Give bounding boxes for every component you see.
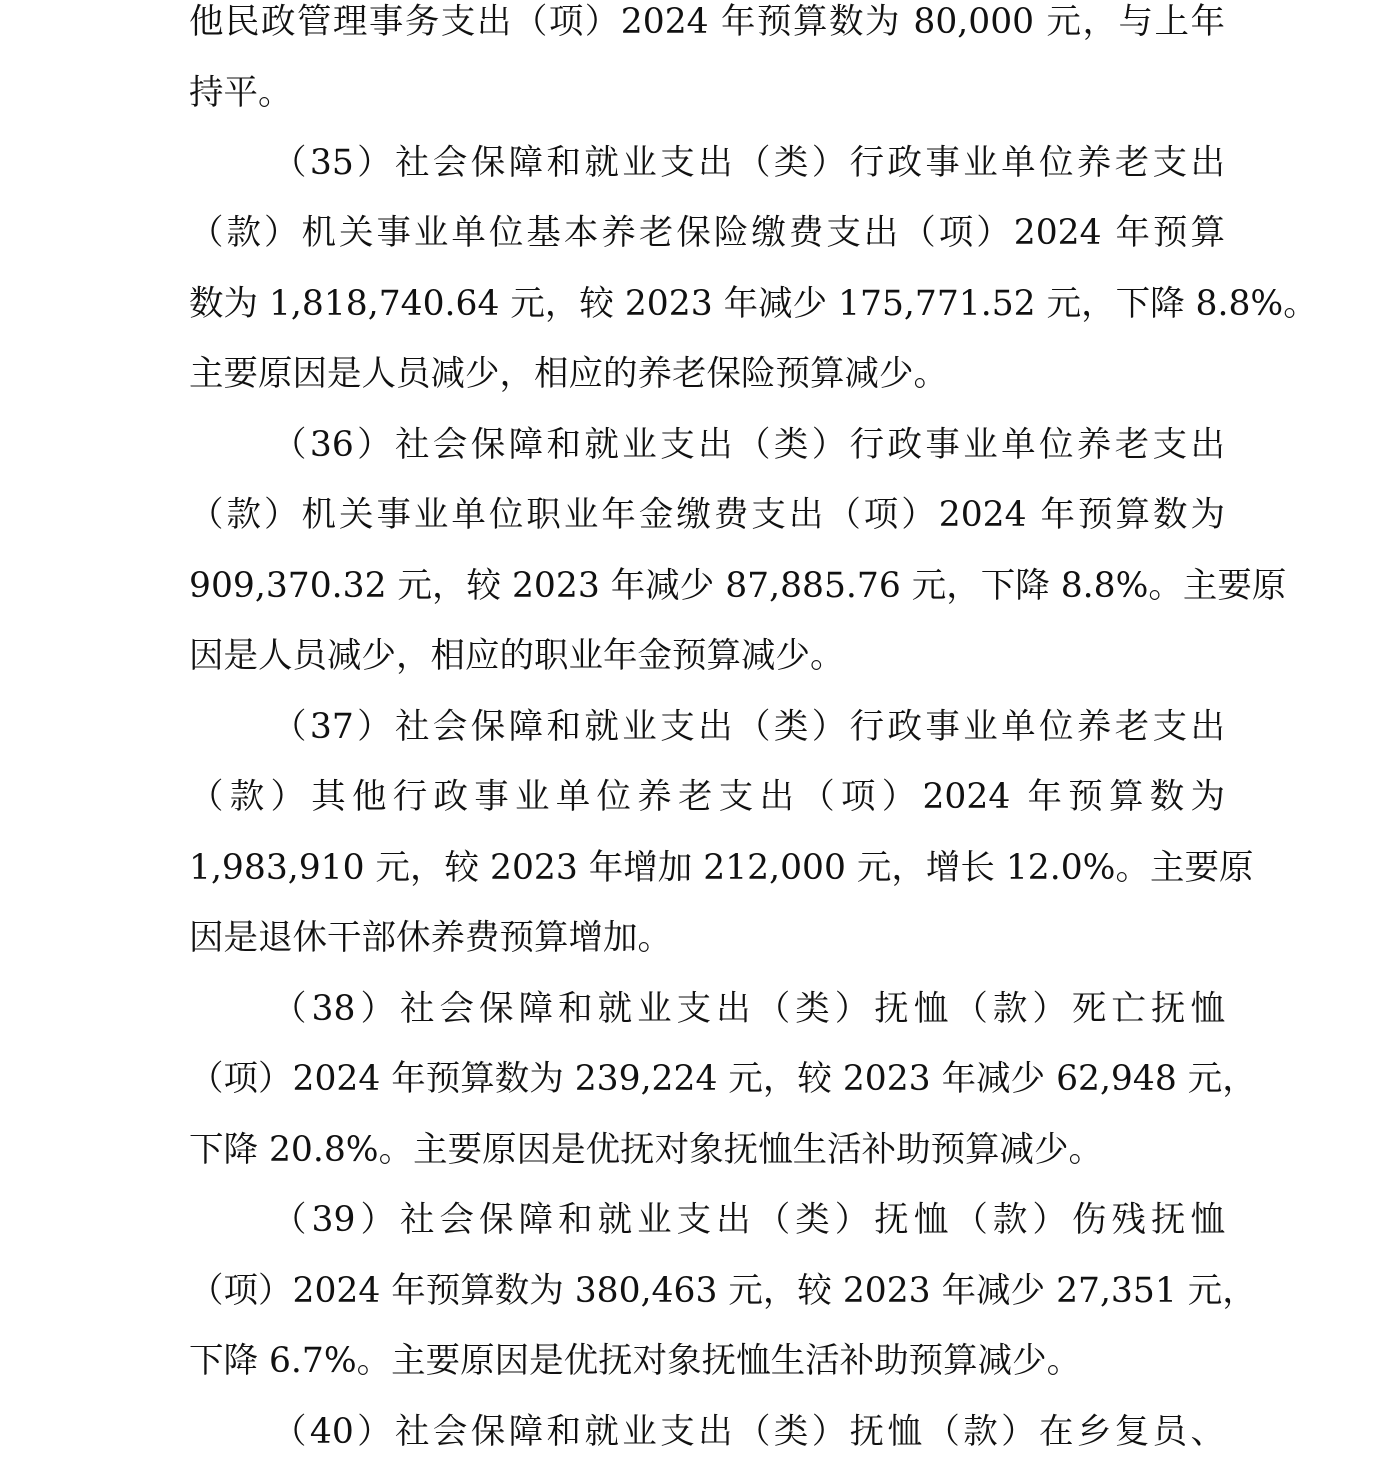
- text-line: 下降 6.7%。主要原因是优抚对象抚恤生活补助预算减少。: [189, 1341, 1082, 1381]
- text-line: 下降 20.8%。主要原因是优抚对象抚恤生活补助预算减少。: [189, 1130, 1104, 1170]
- text-line: （项）2024 年预算数为 380,463 元，较 2023 年减少 27,351 元，: [189, 1271, 1257, 1311]
- paragraph-36-line: （36）社会保障和就业支出（类）行政事业单位养老支出: [272, 425, 1225, 465]
- text-line: 数为 1,818,740.64 元，较 2023 年减少 175,771.52 元，下降 8.8%。: [189, 284, 1318, 324]
- paragraph-37-line: （37）社会保障和就业支出（类）行政事业单位养老支出: [272, 707, 1225, 747]
- text-line: 他民政管理事务支出（项）2024 年预算数为 80,000 元，与上年: [189, 2, 1225, 42]
- text-line: 因是退休干部休养费预算增加。: [189, 918, 672, 958]
- text-line: （款）机关事业单位职业年金缴费支出（项）2024 年预算数为: [189, 495, 1225, 535]
- text-line: （款）其他行政事业单位养老支出（项）2024 年预算数为: [189, 777, 1225, 817]
- paragraph-38-line: （38）社会保障和就业支出（类）抚恤（款）死亡抚恤: [272, 989, 1225, 1029]
- text-line: （款）机关事业单位基本养老保险缴费支出（项）2024 年预算: [189, 213, 1225, 253]
- paragraph-35-line: （35）社会保障和就业支出（类）行政事业单位养老支出: [272, 143, 1225, 183]
- text-line: 因是人员减少，相应的职业年金预算减少。: [189, 636, 845, 676]
- paragraph-39-line: （39）社会保障和就业支出（类）抚恤（款）伤残抚恤: [272, 1200, 1225, 1240]
- text-line: 主要原因是人员减少，相应的养老保险预算减少。: [189, 354, 948, 394]
- paragraph-40-line: （40）社会保障和就业支出（类）抚恤（款）在乡复员、: [272, 1412, 1225, 1452]
- text-line: 1,983,910 元，较 2023 年增加 212,000 元，增长 12.0%。主要原: [189, 848, 1254, 888]
- text-line: 909,370.32 元，较 2023 年减少 87,885.76 元，下降 8.8%。主要原: [189, 566, 1287, 606]
- text-line: （项）2024 年预算数为 239,224 元，较 2023 年减少 62,948 元，: [189, 1059, 1257, 1099]
- text-line: 持平。: [189, 73, 293, 113]
